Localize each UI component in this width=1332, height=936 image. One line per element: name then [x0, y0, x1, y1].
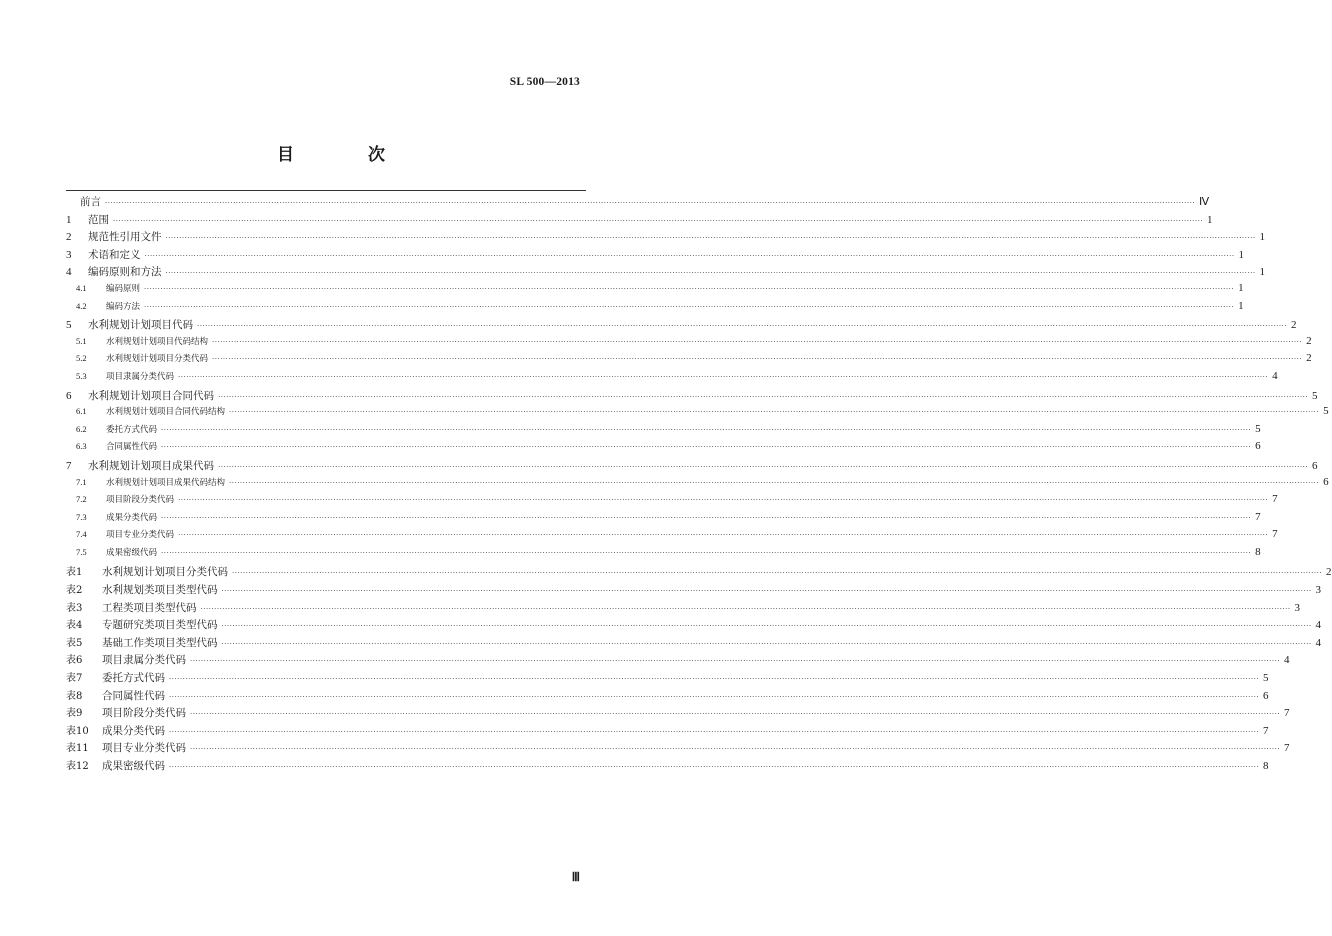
toc-entry-title: 规范性引用文件 — [88, 231, 162, 244]
toc-entry-number: 4.2 — [76, 300, 87, 311]
toc-entry — [66, 581, 1322, 599]
toc-entry — [66, 229, 1266, 247]
toc-entry-number: 表6 — [66, 655, 83, 667]
toc-leader-dots: ················································································································································································································································································································································································································ — [229, 478, 1320, 487]
toc-entry-number: 表10 — [66, 725, 89, 737]
toc-leader-dots: ················································································································································································································································································································································································································ — [169, 692, 1260, 701]
toc-leader-dots: ················································································································································································································································································································································································································ — [212, 355, 1303, 364]
toc-entry — [66, 212, 1213, 230]
toc-entry-page: 6 — [1255, 440, 1261, 453]
toc-leader-dots: ················································································································································································································································································································································································································ — [200, 604, 1291, 613]
toc-leader-dots: ················································································································································································································································································································································································································ — [221, 622, 1312, 631]
toc-leader-dots: ················································································································································································································································································································································································································ — [144, 251, 1235, 260]
toc-entry — [66, 545, 1261, 564]
toc-entry-title: 基础工作类项目类型代码 — [102, 636, 218, 649]
toc-entry — [66, 704, 1290, 722]
page-title: 目 次 — [277, 145, 419, 165]
toc-leader-dots: ················································································································································································································································································································································································································ — [178, 531, 1269, 540]
toc-entry-page: 2 — [1326, 566, 1332, 579]
toc-entry-page: 4 — [1284, 654, 1290, 667]
toc-entry-title: 水利规划计划项目成果代码结构 — [106, 477, 226, 488]
toc-entry-title: 前言 — [80, 196, 101, 208]
toc-entry-title: 合同属性代码 — [106, 442, 158, 453]
toc-entry-page: 7 — [1284, 707, 1290, 720]
toc-entry — [66, 722, 1269, 740]
toc-entry-page: 2 — [1306, 352, 1312, 365]
toc-entry-title: 成果密级代码 — [106, 547, 158, 558]
toc-leader-dots: ················································································································································································································································································································································································································ — [161, 443, 1252, 452]
toc-entry-page: 2 — [1306, 334, 1312, 347]
toc-entry-number: 1 — [66, 213, 72, 226]
toc-entry — [66, 334, 1312, 353]
toc-entry-title: 合同属性代码 — [102, 689, 165, 702]
toc-entry-number: 表8 — [66, 690, 83, 702]
toc-entry-number: 7.4 — [76, 529, 87, 540]
toc-entry-page: 7 — [1272, 528, 1278, 541]
toc-entry-title: 工程类项目类型代码 — [102, 601, 197, 614]
toc-entry-title: 项目阶段分类代码 — [106, 495, 175, 506]
toc-entry-number: 5.2 — [76, 353, 87, 364]
toc-entry-number: 5.1 — [76, 335, 87, 346]
toc-entry-title: 项目隶属分类代码 — [106, 371, 175, 382]
toc-entry-page: 2 — [1291, 319, 1297, 332]
toc-leader-dots: ················································································································································································································································································································································································································ — [178, 372, 1269, 381]
toc-entry-number: 7.3 — [76, 511, 87, 522]
toc-entry-number: 4.1 — [76, 282, 87, 293]
toc-entry — [66, 352, 1312, 370]
toc-entry-title: 项目隶属分类代码 — [102, 654, 186, 667]
toc-leader-dots: ················································································································································································································································································································································································································ — [169, 763, 1260, 771]
toc-leader-dots: ················································································································································································································································································································································································································ — [105, 199, 1196, 207]
toc-entry-page: 1 — [1259, 231, 1266, 244]
toc-entry-page: 7 — [1272, 493, 1278, 506]
toc-entry-page: 6 — [1263, 689, 1269, 702]
toc-entry-number: 7 — [66, 459, 72, 472]
toc-entry — [66, 739, 1290, 757]
toc-leader-dots: ················································································································································································································································································································································································································ — [144, 284, 1235, 293]
toc-entry-number: 6 — [66, 389, 72, 402]
toc-entry-page: 6 — [1312, 459, 1318, 472]
toc-entry-number: 3 — [66, 248, 72, 261]
toc-entry-number: 5.3 — [76, 370, 87, 381]
toc-entry-number: 7.5 — [76, 546, 87, 557]
toc-leader-dots: ················································································································································································································································································································································································································ — [218, 392, 1309, 401]
toc-entry-number: 表12 — [66, 761, 89, 772]
toc-entry-page: 5 — [1255, 422, 1261, 435]
toc-leader-dots: ················································································································································································································································································································································································································ — [232, 569, 1323, 578]
toc-entry-page: 1 — [1207, 213, 1213, 226]
toc-entry-title: 委托方式代码 — [106, 424, 158, 435]
toc-entry-page: 8 — [1255, 545, 1261, 558]
toc-entry — [66, 510, 1261, 529]
toc-entry-page: 3 — [1294, 601, 1301, 614]
toc-entry-page: 5 — [1323, 405, 1329, 418]
toc-entry-page: 1 — [1238, 299, 1244, 312]
toc-entry-page: 1 — [1238, 248, 1245, 261]
toc-leader-dots: ················································································································································································································································································································································································································ — [161, 548, 1252, 557]
toc-entry-page: 4 — [1272, 369, 1278, 382]
toc-entry — [66, 299, 1244, 318]
toc-entry-number: 6.3 — [76, 441, 87, 452]
toc-entry-title: 水利规划计划项目分类代码 — [106, 354, 209, 365]
toc-entry — [66, 281, 1244, 300]
toc-leader-dots: ················································································································································································································································································································································································································ — [178, 496, 1269, 505]
toc-entry — [66, 475, 1329, 494]
toc-entry-title: 术语和定义 — [88, 248, 141, 261]
toc-entry-title: 专题研究类项目类型代码 — [102, 619, 218, 632]
toc-entry-number: 表11 — [66, 743, 89, 755]
toc-entry-title: 水利规划计划项目合同代码结构 — [106, 407, 226, 418]
toc-entry — [66, 687, 1269, 705]
toc-entry-page: 4 — [1315, 636, 1322, 649]
toc-entry — [66, 563, 1332, 581]
toc-entry — [66, 405, 1329, 423]
toc-entry-number: 表9 — [66, 708, 83, 720]
toc-entry-title: 委托方式代码 — [102, 672, 165, 685]
toc-leader-dots: ················································································································································································································································································································································································································ — [161, 425, 1252, 434]
toc-entry-page: 7 — [1255, 510, 1261, 523]
toc-entry-number: 6.2 — [76, 423, 87, 434]
toc-entry-title: 项目专业分类代码 — [102, 742, 186, 755]
toc-leader-dots: ················································································································································································································································································································································································································ — [169, 727, 1260, 736]
toc-entry-page: 6 — [1323, 475, 1329, 488]
toc-entry-page: 1 — [1238, 281, 1244, 294]
toc-entry — [66, 493, 1278, 511]
toc-leader-dots: ················································································································································································································································································································································································································ — [144, 302, 1235, 311]
toc-entry-number: 7.1 — [76, 476, 87, 487]
toc-entry — [66, 651, 1290, 669]
toc-entry-page: 3 — [1315, 584, 1322, 597]
title-divider — [66, 190, 586, 191]
toc-entry — [66, 458, 1318, 476]
toc-entry-title: 水利规划计划项目分类代码 — [102, 566, 228, 579]
toc-entry-page: 5 — [1263, 672, 1269, 685]
toc-leader-dots: ················································································································································································································································································································································································································ — [161, 513, 1252, 522]
toc-entry-number: 表7 — [66, 673, 83, 685]
toc-entry-title: 水利规划类项目类型代码 — [102, 584, 218, 597]
toc-entry-page: 4 — [1315, 619, 1322, 632]
toc-entry-page: 1 — [1259, 266, 1266, 279]
toc-entry — [66, 599, 1301, 617]
toc-leader-dots: ················································································································································································································································································································································································································ — [190, 657, 1281, 666]
toc-entry-number: 4 — [66, 266, 72, 279]
table-of-contents — [66, 194, 1332, 775]
toc-leader-dots: ················································································································································································································································································································································································································ — [221, 639, 1312, 648]
toc-entry-title: 项目阶段分类代码 — [102, 707, 186, 720]
toc-entry-number: 7.2 — [76, 494, 87, 505]
toc-entry-number: 2 — [66, 231, 72, 244]
toc-entry-page: Ⅳ — [1199, 196, 1210, 208]
toc-entry-number: 6.1 — [76, 406, 87, 417]
toc-entry-title: 成果密级代码 — [102, 760, 165, 772]
toc-leader-dots: ················································································································································································································································································································································································································ — [218, 462, 1309, 471]
toc-entry-page: 5 — [1312, 389, 1318, 402]
toc-entry-title: 水利规划计划项目合同代码 — [88, 389, 214, 402]
toc-leader-dots: ················································································································································································································································································································································································································ — [165, 234, 1256, 243]
toc-entry-title: 编码方法 — [106, 301, 141, 312]
toc-leader-dots: ················································································································································································································································································································································································································ — [212, 337, 1303, 346]
toc-leader-dots: ················································································································································································································································································································································································································ — [165, 269, 1256, 278]
toc-entry-title: 成果分类代码 — [102, 724, 165, 737]
toc-leader-dots: ················································································································································································································································································································································································································ — [221, 587, 1312, 596]
toc-entry-title: 水利规划计划项目代码结构 — [106, 336, 209, 347]
toc-entry-title: 范围 — [88, 213, 109, 226]
toc-entry — [66, 440, 1261, 458]
page-number: Ⅲ — [571, 870, 580, 884]
toc-entry — [66, 422, 1261, 441]
toc-leader-dots: ················································································································································································································································································································································································································ — [190, 710, 1281, 719]
toc-entry-page: 7 — [1263, 724, 1269, 737]
toc-entry — [66, 388, 1318, 406]
toc-leader-dots: ················································································································································································································································································································································································································ — [113, 216, 1204, 225]
toc-entry-title: 成果分类代码 — [106, 512, 158, 523]
toc-leader-dots: ················································································································································································································································································································································································································ — [229, 408, 1320, 417]
toc-entry-page: 8 — [1263, 760, 1269, 772]
toc-entry-title: 项目专业分类代码 — [106, 530, 175, 541]
toc-entry — [66, 194, 1210, 212]
standard-code: SL 500—2013 — [509, 76, 580, 88]
toc-leader-dots: ················································································································································································································································································································································································································ — [169, 675, 1260, 684]
toc-entry-number: 5 — [66, 319, 72, 332]
toc-entry — [66, 634, 1322, 652]
toc-entry-title: 水利规划计划项目成果代码 — [88, 459, 214, 472]
toc-entry — [66, 264, 1266, 282]
toc-entry-title: 编码原则和方法 — [88, 266, 162, 279]
toc-entry — [66, 247, 1245, 265]
toc-entry-number: 表2 — [66, 585, 83, 597]
toc-entry-title: 编码原则 — [106, 283, 141, 294]
toc-entry — [66, 757, 1269, 775]
toc-entry-page: 7 — [1284, 742, 1290, 755]
toc-entry-number: 表4 — [66, 620, 83, 632]
toc-entry-number: 表1 — [66, 567, 83, 579]
toc-entry-number: 表3 — [66, 602, 83, 614]
toc-entry-title: 水利规划计划项目代码 — [88, 319, 193, 332]
toc-entry — [66, 616, 1322, 634]
toc-leader-dots: ················································································································································································································································································································································································································ — [190, 745, 1281, 754]
toc-entry — [66, 369, 1278, 388]
toc-entry — [66, 669, 1269, 687]
toc-entry — [66, 528, 1278, 546]
toc-entry-number: 表5 — [66, 637, 83, 649]
toc-leader-dots: ················································································································································································································································································································································································································ — [197, 322, 1288, 331]
toc-entry — [66, 317, 1297, 335]
